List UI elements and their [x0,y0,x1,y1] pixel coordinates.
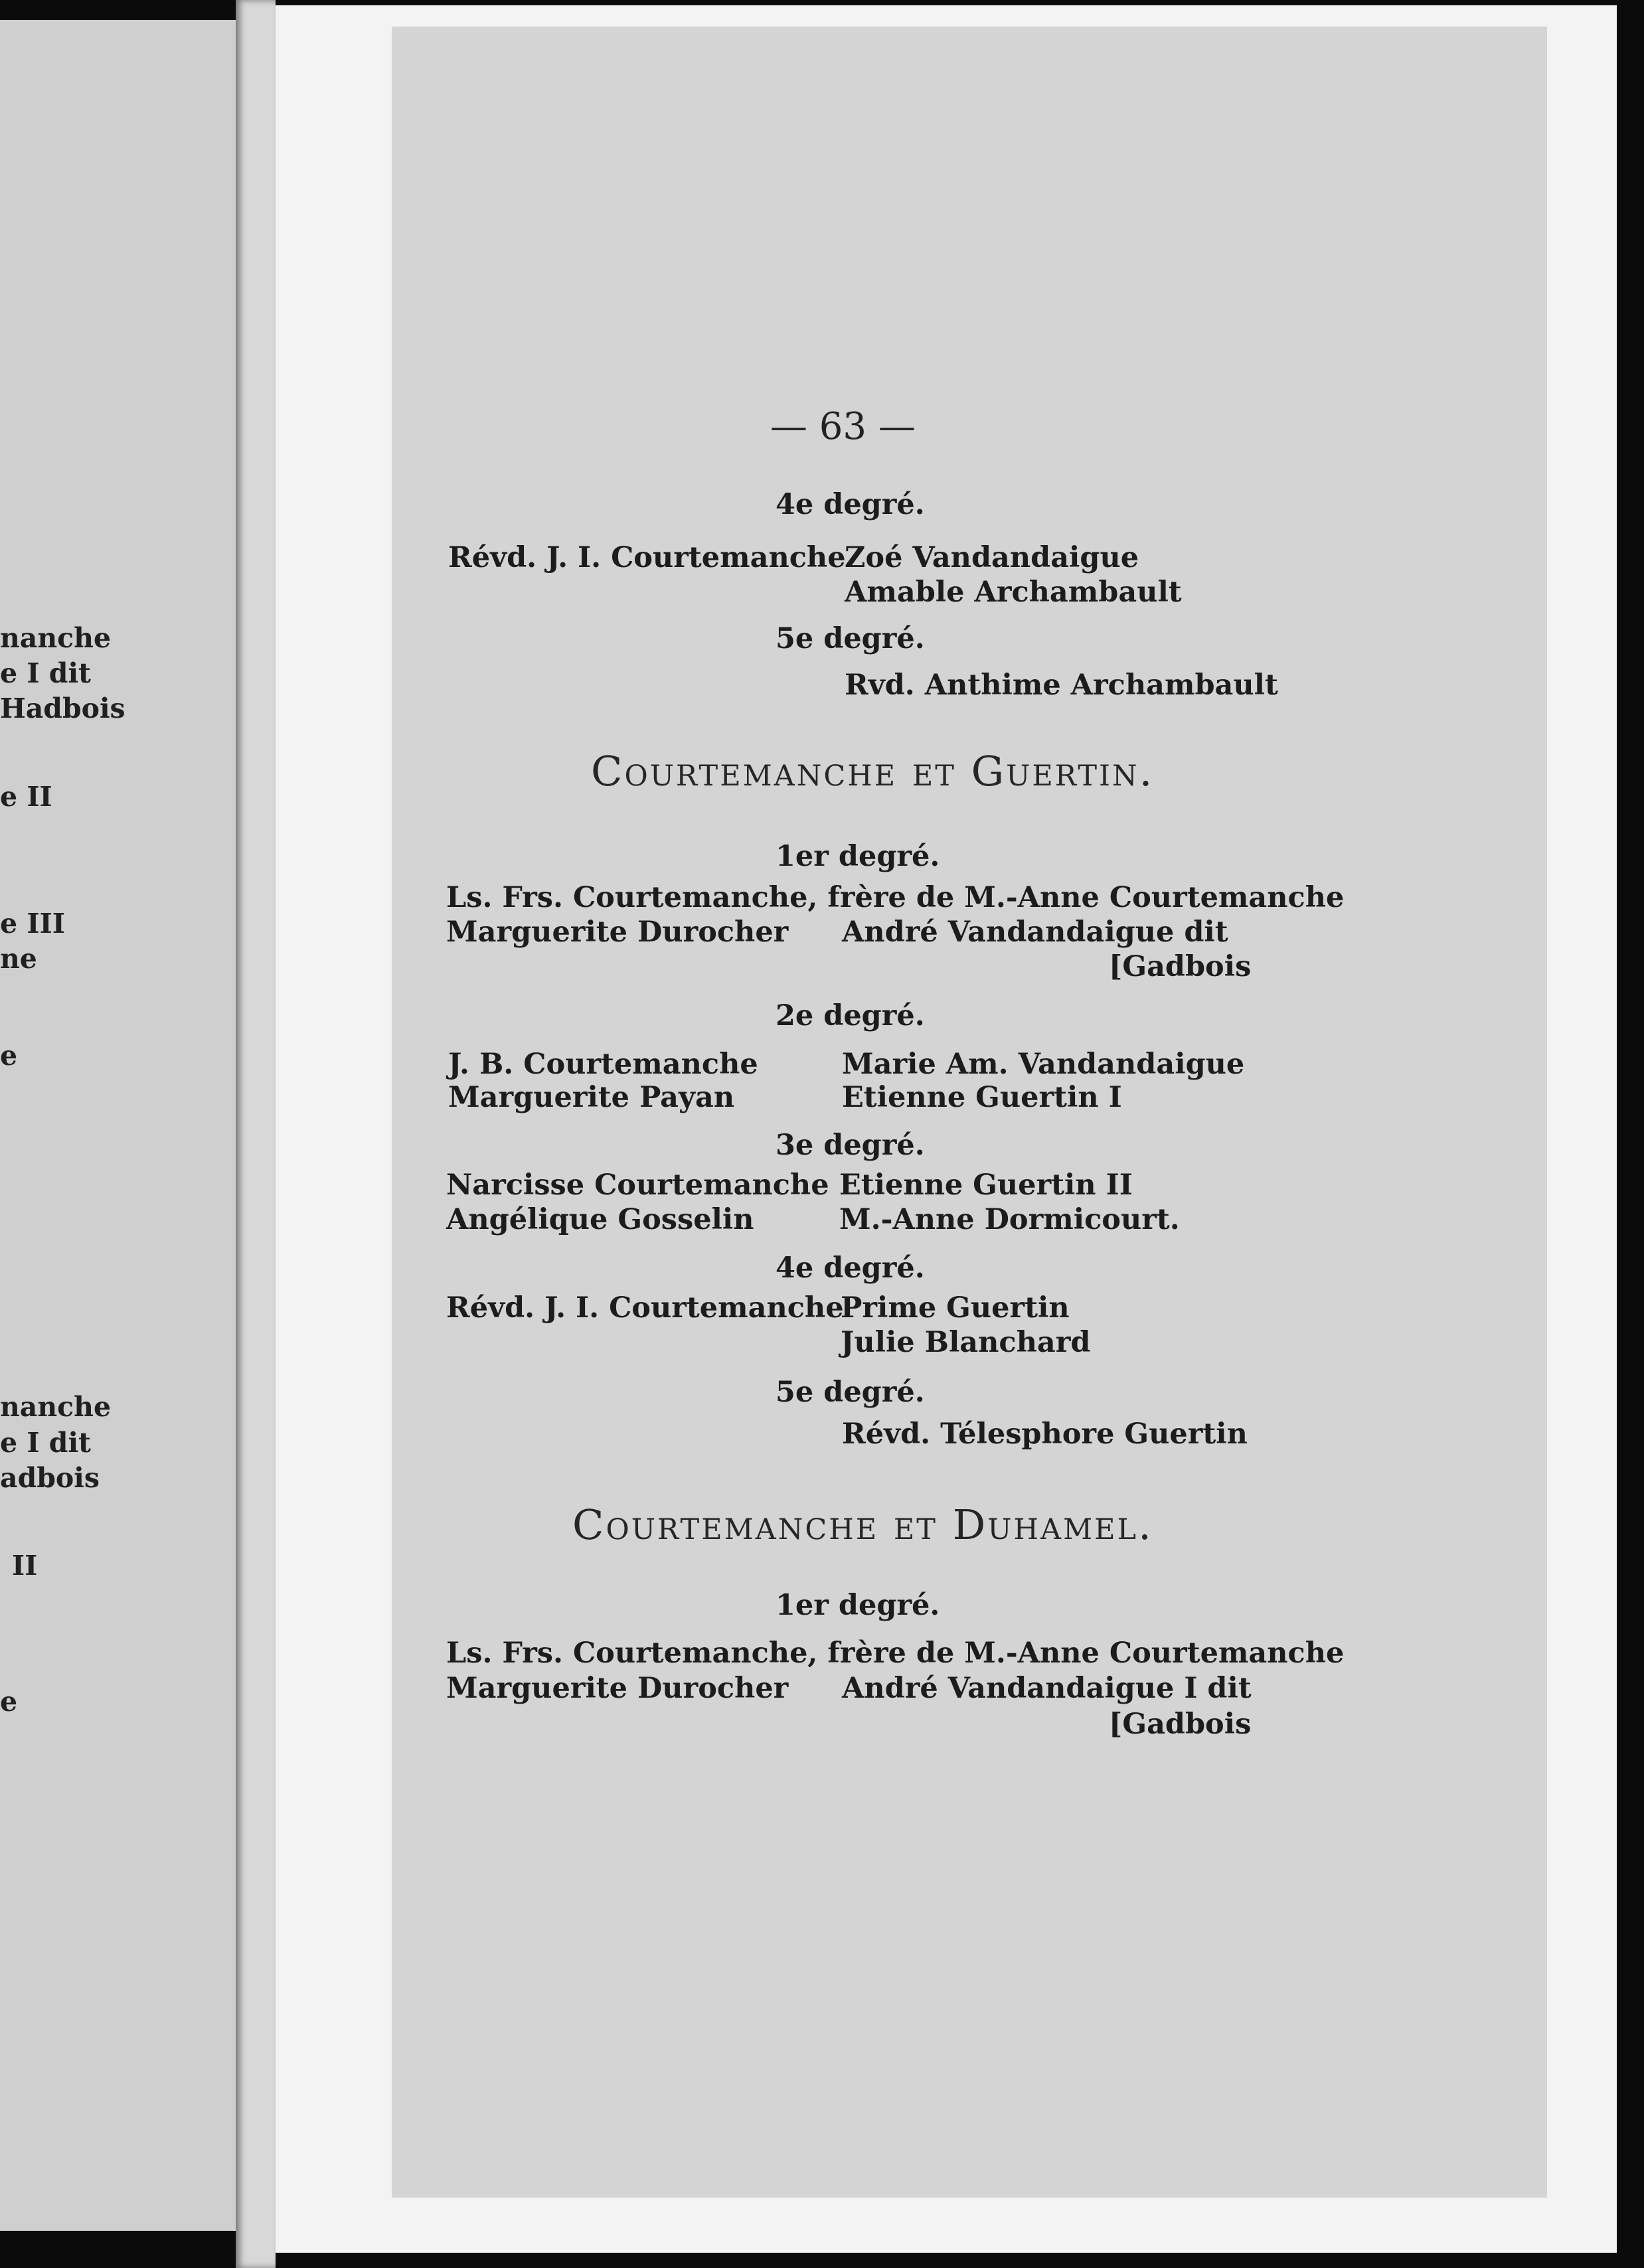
person-left: Angélique Gosselin [446,1203,754,1236]
page-fold [236,0,276,2268]
person-left: Narcisse Courtemanche [446,1169,829,1202]
left-fragment: e I dit [0,657,91,689]
left-fragment: II [12,1550,38,1581]
right-edge [1617,0,1644,2268]
degree-label: 1er degré. [776,1589,940,1622]
person-right: Prime Guertin [841,1291,1070,1325]
person-right: Marie Am. Vandandaigue [842,1048,1245,1081]
left-fragment: e [0,1040,18,1072]
left-fragment: ne [0,943,37,975]
degree-label: 4e degré. [776,1252,925,1285]
person-right: Amable Archambault [845,576,1182,609]
degree-label: 5e degré. [776,622,925,655]
person-right: André Vandandaigue I dit [842,1672,1252,1705]
left-fragment: e II [0,781,52,813]
left-fragment: e [0,1686,18,1718]
person-right: Révd. Télesphore Guertin [842,1418,1248,1451]
lineage-line: Ls. Frs. Courtemanche, frère de M.-Anne Courtemanche [446,1637,1345,1670]
person-left: Marguerite Durocher [446,1672,789,1705]
degree-label: 2e degré. [776,999,925,1032]
person-right: André Vandandaigue dit [842,916,1228,949]
person-right: Etienne Guertin II [839,1169,1133,1202]
continuation: [Gadbois [1109,1708,1252,1741]
person-right: Etienne Guertin I [842,1081,1122,1114]
person-right: Rvd. Anthime Archambault [845,669,1278,702]
person-right: Zoé Vandandaigue [845,541,1139,574]
section-heading: Courtemanche et Duhamel. [572,1500,1153,1549]
person-left: J. B. Courtemanche [448,1048,758,1081]
lineage-line: Ls. Frs. Courtemanche, frère de M.-Anne Courtemanche [446,881,1345,914]
degree-label: 3e degré. [776,1129,925,1162]
left-fragment: Hadbois [0,692,125,724]
section-heading: Courtemanche et Guertin. [591,747,1155,795]
left-fragment: nanche [0,1391,112,1423]
left-page [0,20,236,2231]
person-left: Révd. J. I. Courtemanche [446,1291,844,1325]
degree-label: 5e degré. [776,1376,925,1409]
person-left: Révd. J. I. Courtemanche [448,541,846,574]
person-right: Julie Blanchard [841,1326,1091,1359]
degree-label: 4e degré. [776,488,925,521]
degree-label: 1er degré. [776,840,940,873]
left-fragment: e I dit [0,1427,91,1459]
page-number: — 63 — [770,405,916,448]
left-fragment: nanche [0,622,112,654]
person-right: M.-Anne Dormicourt. [839,1203,1180,1236]
left-fragment: e III [0,908,65,939]
continuation: [Gadbois [1109,950,1252,983]
person-left: Marguerite Durocher [446,916,789,949]
left-fragment: adbois [0,1462,100,1494]
person-left: Marguerite Payan [448,1081,735,1114]
